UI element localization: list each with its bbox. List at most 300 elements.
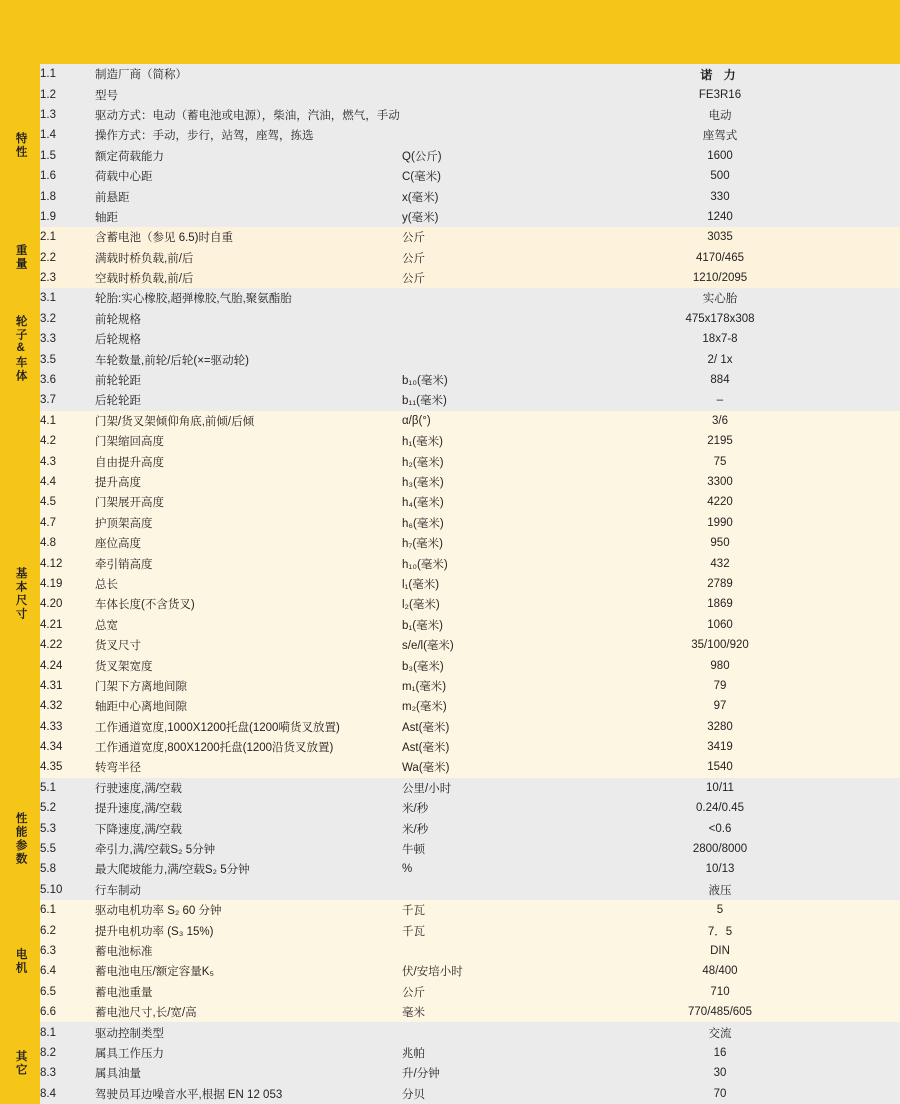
row-unit: 公斤 [402, 986, 425, 999]
row-number: 6.6 [40, 1006, 56, 1019]
row-number: 1.4 [40, 129, 56, 142]
spacer-cell [492, 900, 540, 920]
row-label: 下降速度,满/空载 [95, 823, 182, 836]
row-number: 4.35 [40, 761, 63, 774]
row-number: 4.5 [40, 496, 56, 509]
table-row [0, 533, 900, 553]
row-value: 5 [716, 904, 724, 917]
row-number: 4.2 [40, 435, 56, 448]
row-unit [402, 288, 492, 308]
row-number: 3.7 [40, 394, 56, 407]
table-row [0, 961, 900, 981]
row-unit: % [402, 863, 413, 876]
row-value: 4220 [707, 496, 733, 509]
row-value: 30 [713, 1067, 727, 1080]
row-number: 5.5 [40, 843, 56, 856]
spacer-cell [492, 594, 540, 614]
table-row [0, 553, 900, 573]
row-value: 1990 [707, 516, 733, 529]
table-body [0, 64, 900, 1104]
row-label: 门架缩回高度 [95, 436, 164, 449]
table-row [0, 125, 900, 145]
row-number: 4.8 [40, 537, 56, 550]
row-value: 7．5 [707, 925, 733, 938]
row-unit: h₆(毫米) [402, 517, 444, 530]
spacer-cell [492, 166, 540, 186]
row-label: 转弯半径 [95, 762, 141, 775]
row-number: 8.2 [40, 1046, 56, 1059]
row-unit: 公里/小时 [402, 782, 452, 795]
row-value: 1869 [707, 598, 733, 611]
row-number: 4.7 [40, 516, 56, 529]
row-unit: m₂(毫米) [402, 701, 447, 714]
row-number: 4.1 [40, 414, 56, 427]
row-number: 2.2 [40, 251, 56, 264]
spacer-cell [492, 635, 540, 655]
row-unit: b₁₁(毫米) [402, 395, 447, 408]
spacer-cell [492, 533, 540, 553]
row-value: 1540 [707, 761, 733, 774]
row-label: 轴距中心离地间隙 [95, 701, 187, 714]
row-unit: b₃(毫米) [402, 660, 444, 673]
spacer-cell [492, 268, 540, 288]
row-label: 轴距 [95, 211, 118, 224]
spacer-cell [492, 574, 540, 594]
group-header-cell [0, 900, 40, 1022]
row-label: 牵引销高度 [95, 558, 153, 571]
row-label: 后轮规格 [95, 334, 141, 347]
table-row [0, 717, 900, 737]
row-number: 5.8 [40, 863, 56, 876]
spacer-cell [492, 105, 540, 125]
row-number: 4.34 [40, 741, 63, 754]
row-number: 3.3 [40, 333, 56, 346]
group-header-cell [0, 1022, 40, 1104]
row-label: 最大爬坡能力,满/空载S₂ 5分钟 [95, 864, 250, 877]
row-unit: m₁(毫米) [402, 680, 447, 693]
row-label: 驱动方式：电动（蓄电池或电源），柴油，汽油，燃气，手动 [95, 109, 400, 122]
spacer-cell [492, 676, 540, 696]
table-row [0, 166, 900, 186]
row-value: 980 [710, 659, 730, 672]
row-number: 6.1 [40, 904, 56, 917]
row-label: 工作通道宽度,800X1200托盘(1200沿货叉放置) [95, 742, 334, 755]
spacer-cell [492, 798, 540, 818]
row-number: 5.2 [40, 802, 56, 815]
row-label: 后轮轮距 [95, 395, 141, 408]
row-unit: 伏/安培小时 [402, 966, 463, 979]
row-value: 1600 [707, 149, 733, 162]
group-header-label: 重量 [14, 244, 27, 272]
row-label: 前轮轮距 [95, 375, 141, 388]
row-unit [402, 105, 492, 125]
spacer-cell [492, 1043, 540, 1063]
spacer-cell [492, 920, 540, 940]
row-unit: 公斤 [402, 232, 425, 245]
table-row [0, 492, 900, 512]
group-header-label: 基本尺寸 [14, 567, 27, 622]
row-label: 驱动控制类型 [95, 1027, 164, 1040]
table-row [0, 1043, 900, 1063]
group-header-cell [0, 778, 40, 900]
row-value: 4170/465 [696, 251, 744, 264]
row-value: 3/6 [712, 414, 728, 427]
row-unit: h₂(毫米) [402, 456, 444, 469]
row-label: 型号 [95, 89, 118, 102]
spacer-cell [492, 655, 540, 675]
spacer-cell [492, 64, 540, 84]
spacer-cell [492, 880, 540, 900]
table-row [0, 818, 900, 838]
row-label: 制造厂商（简称） [95, 69, 187, 82]
row-label: 蓄电池电压/额定容量K₅ [95, 966, 214, 979]
row-value: 75 [713, 455, 727, 468]
group-header-label: 电机 [14, 947, 27, 975]
row-value: 液压 [708, 884, 732, 897]
group-header-label: 其它 [14, 1049, 27, 1077]
spacer-cell [492, 696, 540, 716]
row-number: 5.1 [40, 781, 56, 794]
row-label: 含蓄电池（参见 6.5)时自重 [95, 232, 234, 245]
table-row [0, 105, 900, 125]
row-unit: 公斤 [402, 252, 425, 265]
row-label: 蓄电池重量 [95, 986, 153, 999]
table-row [0, 227, 900, 247]
row-number: 1.2 [40, 88, 56, 101]
row-label: 行驶速度,满/空载 [95, 782, 182, 795]
row-unit: Q(公斤) [402, 150, 442, 163]
row-value: 3419 [707, 741, 733, 754]
table-row [0, 1063, 900, 1083]
spacer-cell [492, 309, 540, 329]
spacer-cell [492, 125, 540, 145]
spacer-cell [492, 492, 540, 512]
row-label: 牵引力,满/空载S₂ 5分钟 [95, 844, 216, 857]
row-value: 950 [710, 537, 730, 550]
row-unit: 升/分钟 [402, 1068, 440, 1081]
table-row [0, 329, 900, 349]
row-number: 4.12 [40, 557, 63, 570]
row-label: 属具工作压力 [95, 1047, 164, 1060]
table-row [0, 64, 900, 84]
row-number: 4.19 [40, 577, 63, 590]
row-unit: C(毫米) [402, 171, 441, 184]
spacer-cell [492, 390, 540, 410]
row-label: 空载时桥负载,前/后 [95, 273, 194, 286]
row-number: 4.4 [40, 476, 56, 488]
spacer-cell [492, 451, 540, 471]
spacer-cell [492, 839, 540, 859]
table-row [0, 349, 900, 369]
row-number: 1.5 [40, 149, 56, 162]
spacer-cell [492, 84, 540, 104]
row-label: 行车制动 [95, 884, 141, 897]
group-header-label: 轮子&车体 [14, 315, 27, 384]
table-row [0, 513, 900, 533]
spacer-cell [492, 370, 540, 390]
row-value: 70 [713, 1087, 727, 1100]
row-value: 2789 [707, 577, 733, 590]
spacer-cell [492, 982, 540, 1002]
row-unit: 公斤 [402, 273, 425, 286]
row-label: 总长 [95, 578, 118, 591]
row-label: 货叉架宽度 [95, 660, 153, 673]
row-label: 前悬距 [95, 191, 130, 204]
group-header-label: 特性 [14, 132, 27, 160]
row-value: 710 [710, 985, 730, 998]
row-value: 500 [710, 170, 730, 183]
row-value: 2195 [707, 435, 733, 448]
row-unit: x(毫米) [402, 191, 439, 204]
row-number: 5.10 [40, 883, 63, 896]
table-row [0, 920, 900, 940]
row-unit: 米/秒 [402, 823, 429, 836]
spacer-cell [492, 778, 540, 798]
row-number: 4.32 [40, 700, 63, 713]
spacer-cell [492, 553, 540, 573]
table-row [0, 1084, 900, 1104]
row-number: 4.3 [40, 455, 56, 468]
spacer-cell [492, 1002, 540, 1022]
row-unit [402, 329, 492, 349]
table-row [0, 146, 900, 166]
row-unit: b₁₀(毫米) [402, 375, 448, 388]
row-unit: y(毫米) [402, 211, 439, 224]
row-value: 1060 [707, 618, 733, 631]
table-row [0, 1002, 900, 1022]
row-label: 驾驶员耳边噪音水平,根据 EN 12 053 [95, 1088, 283, 1101]
row-number: 4.22 [40, 639, 63, 652]
row-number: 1.9 [40, 210, 56, 223]
row-label: 工作通道宽度,1000X1200托盘(1200嗬货叉放置) [95, 721, 340, 734]
row-label: 货叉尺寸 [95, 640, 141, 653]
row-value: 79 [713, 679, 727, 692]
top-banner [0, 0, 900, 64]
row-label: 自由提升高度 [95, 456, 164, 469]
group-header-label: 性能参数 [14, 811, 27, 866]
row-unit [402, 1022, 492, 1042]
row-label: 总宽 [95, 619, 118, 632]
row-unit: h₃(毫米) [402, 477, 444, 489]
row-value: 1210/2095 [692, 272, 748, 285]
spacer-cell [492, 288, 540, 308]
table-row [0, 268, 900, 288]
row-label: 提升高度 [95, 477, 141, 489]
row-label: 车轮数量,前轮/后轮(×=驱动轮) [95, 354, 249, 367]
row-value: 诺 力 [700, 67, 740, 82]
table-row [0, 472, 900, 492]
row-unit: b₁(毫米) [402, 619, 443, 632]
spacer-cell [492, 227, 540, 247]
spacer-cell [492, 1063, 540, 1083]
row-unit: 千瓦 [402, 925, 425, 938]
row-value: 电动 [708, 109, 732, 122]
row-value: <0.6 [708, 822, 732, 835]
row-value: 884 [710, 374, 730, 387]
table-row [0, 207, 900, 227]
row-value: 18x7-8 [702, 333, 738, 346]
row-number: 3.5 [40, 353, 56, 366]
row-value: 3280 [707, 720, 733, 733]
row-label: 提升速度,满/空载 [95, 803, 182, 816]
row-value: 432 [710, 557, 730, 570]
group-header-cell [0, 64, 40, 227]
row-number: 5.3 [40, 822, 56, 835]
spacer-cell [492, 818, 540, 838]
row-unit: α/β(°) [402, 414, 431, 427]
row-unit [402, 309, 492, 329]
spacer-cell [492, 329, 540, 349]
row-number: 1.3 [40, 108, 56, 121]
table-row [0, 696, 900, 716]
row-unit: Ast(毫米) [402, 742, 450, 755]
table-row [0, 574, 900, 594]
row-label: 提升电机功率 (S₃ 15%) [95, 925, 214, 938]
group-header-cell [0, 411, 40, 778]
row-unit: h₁₀(毫米) [402, 558, 448, 571]
row-unit: 兆帕 [402, 1047, 425, 1060]
row-number: 4.20 [40, 598, 63, 611]
row-unit [402, 84, 492, 104]
row-unit: 米/秒 [402, 803, 429, 816]
spacer-cell [492, 513, 540, 533]
row-label: 门架下方离地间隙 [95, 680, 187, 693]
row-number: 8.1 [40, 1026, 56, 1039]
row-number: 3.1 [40, 292, 56, 305]
row-label: 轮胎:实心橡胶,超弹橡胶,气胎,聚氨酯胎 [95, 293, 292, 306]
row-value: 3300 [707, 476, 733, 488]
row-label: 操作方式：手动，步行，站驾，座驾，拣选 [95, 130, 314, 143]
row-label: 车体长度(不含货叉) [95, 599, 195, 612]
row-value: 16 [713, 1046, 727, 1059]
row-value: 48/400 [702, 965, 738, 978]
row-number: 1.6 [40, 170, 56, 183]
row-number: 3.6 [40, 374, 56, 387]
table-row [0, 900, 900, 920]
table-row [0, 186, 900, 206]
row-label: 荷载中心距 [95, 171, 153, 184]
spacer-cell [492, 186, 540, 206]
spacer-cell [492, 941, 540, 961]
row-label: 护顶架高度 [95, 517, 153, 530]
row-value: 1240 [707, 210, 733, 223]
row-unit: l₁(毫米) [402, 578, 440, 591]
row-number: 6.3 [40, 944, 56, 957]
table-row [0, 370, 900, 390]
group-header-cell [0, 288, 40, 410]
spacer-cell [492, 472, 540, 492]
row-number: 4.31 [40, 679, 63, 692]
table-row [0, 757, 900, 777]
table-row [0, 431, 900, 451]
table-row [0, 288, 900, 308]
row-value: 97 [713, 700, 727, 713]
row-value: FE3R16 [698, 88, 742, 101]
table-row [0, 655, 900, 675]
table-row [0, 635, 900, 655]
spacer-cell [492, 207, 540, 227]
row-label: 前轮规格 [95, 313, 141, 326]
row-value: 座驾式 [702, 130, 738, 143]
row-number: 2.3 [40, 272, 56, 285]
row-number: 8.4 [40, 1087, 56, 1100]
row-unit: h₇(毫米) [402, 538, 444, 551]
table-row [0, 411, 900, 431]
row-unit: h₁(毫米) [402, 436, 443, 449]
row-unit: 牛顿 [402, 844, 425, 857]
row-unit: s/e/l(毫米) [402, 640, 454, 653]
row-unit: Wa(毫米) [402, 762, 450, 775]
row-label: 属具油量 [95, 1068, 141, 1081]
table-row [0, 798, 900, 818]
table-row [0, 737, 900, 757]
row-value: 475x178x308 [685, 312, 755, 325]
row-unit [402, 125, 492, 145]
specification-table [0, 64, 900, 1104]
table-row [0, 451, 900, 471]
row-label: 门架展开高度 [95, 497, 164, 510]
row-label: 座位高度 [95, 538, 141, 551]
row-number: 4.33 [40, 720, 63, 733]
spacer-cell [492, 757, 540, 777]
row-number: 6.5 [40, 985, 56, 998]
table-row [0, 880, 900, 900]
row-unit: 毫米 [402, 1007, 425, 1020]
table-row [0, 1022, 900, 1042]
row-value: 770/485/605 [688, 1006, 752, 1019]
row-value: 10/13 [705, 863, 735, 876]
row-value: 3035 [707, 231, 733, 244]
row-number: 1.1 [40, 68, 56, 81]
row-unit: 分贝 [402, 1088, 425, 1101]
table-row [0, 941, 900, 961]
spacer-cell [492, 248, 540, 268]
row-label: 蓄电池标准 [95, 945, 153, 958]
table-row [0, 676, 900, 696]
row-number: 2.1 [40, 231, 56, 244]
row-number: 4.24 [40, 659, 63, 672]
table-row [0, 594, 900, 614]
row-label: 门架/货叉架倾仰角底,前倾/后倾 [95, 415, 255, 428]
row-label: 额定荷载能力 [95, 150, 164, 163]
row-number: 4.21 [40, 618, 63, 631]
row-label: 满载时桥负载,前/后 [95, 252, 194, 265]
row-unit [402, 941, 492, 961]
row-value: DIN [710, 944, 730, 957]
row-value: – [716, 394, 724, 407]
spacer-cell [492, 1022, 540, 1042]
row-number: 6.2 [40, 924, 56, 937]
table-row [0, 982, 900, 1002]
table-row [0, 839, 900, 859]
row-unit: h₄(毫米) [402, 497, 444, 510]
row-value: 2800/8000 [692, 843, 748, 856]
row-unit [402, 880, 492, 900]
row-number: 1.8 [40, 190, 56, 203]
spacer-cell [492, 859, 540, 879]
spacer-cell [492, 717, 540, 737]
row-value: 10/11 [706, 781, 734, 794]
row-value: 35/100/920 [691, 639, 749, 652]
row-unit: Ast(毫米) [402, 721, 450, 734]
spacer-cell [492, 737, 540, 757]
table-row [0, 778, 900, 798]
group-header-cell [0, 227, 40, 288]
row-unit: l₂(毫米) [402, 599, 440, 612]
row-number: 3.2 [40, 312, 56, 325]
spacer-cell [492, 961, 540, 981]
row-value: 实心胎 [702, 293, 738, 306]
